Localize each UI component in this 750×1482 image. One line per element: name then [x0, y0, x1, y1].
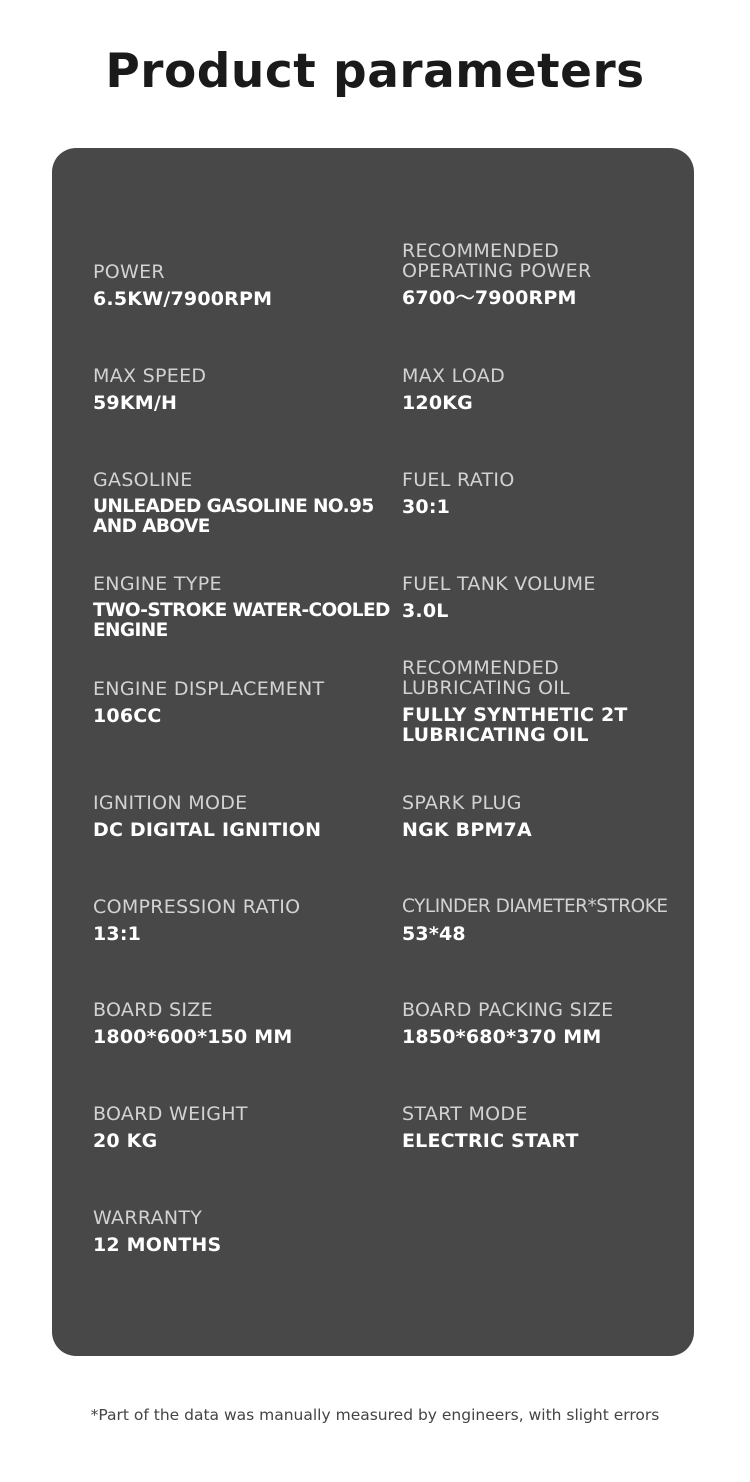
param-gasoline: [93, 470, 393, 537]
param-label: FUEL RATIO: [402, 469, 515, 491]
param-ignition-mode: [93, 793, 383, 840]
param-value: 59KM/H: [93, 392, 178, 414]
parameters-panel: [52, 148, 694, 1356]
param-warranty: [93, 1208, 383, 1255]
param-label: WARRANTY: [93, 1207, 203, 1229]
param-value: DC DIGITAL IGNITION: [93, 819, 322, 841]
page-title: Product parameters: [105, 44, 645, 99]
param-label: BOARD PACKING SIZE: [402, 999, 614, 1021]
param-fuel-tank-volume: [402, 574, 692, 621]
footnote: *Part of the data was manually measured by engineers, with slight errors: [90, 1406, 660, 1424]
param-label: ENGINE DISPLACEMENT: [93, 678, 325, 700]
param-cylinder-diameter-stroke: [402, 897, 686, 944]
param-label: START MODE: [402, 1103, 528, 1125]
param-value: 1800*600*150 MM: [93, 1026, 293, 1048]
param-value: FULLY SYNTHETIC 2T LUBRICATING OIL: [402, 704, 628, 746]
param-label: ENGINE TYPE: [93, 573, 222, 595]
param-engine-displacement: [93, 679, 383, 726]
param-max-speed: [93, 366, 383, 413]
param-engine-type: [93, 574, 393, 641]
param-label: POWER: [93, 261, 165, 283]
param-max-load: [402, 366, 692, 413]
param-compression-ratio: [93, 897, 383, 944]
param-value: 120KG: [402, 392, 473, 414]
param-fuel-ratio: [402, 470, 692, 517]
param-label: MAX LOAD: [402, 365, 506, 387]
param-board-weight: [93, 1104, 383, 1151]
param-value: 12 MONTHS: [93, 1234, 222, 1256]
param-recommended-operating-power: [402, 241, 692, 308]
param-label: GASOLINE: [93, 469, 193, 491]
param-value: 13:1: [93, 923, 142, 945]
param-power: [93, 262, 383, 309]
param-value: 30:1: [402, 496, 451, 518]
param-value: ELECTRIC START: [402, 1130, 579, 1152]
param-spark-plug: [402, 793, 692, 840]
param-value: 20 KG: [93, 1130, 158, 1152]
param-value: 6.5KW/7900RPM: [93, 288, 273, 310]
param-recommended-lubricating-oil: [402, 658, 692, 745]
param-label: MAX SPEED: [93, 365, 207, 387]
param-value: 1850*680*370 MM: [402, 1026, 602, 1048]
param-value: UNLEADED GASOLINE NO.95 AND ABOVE: [93, 496, 374, 537]
param-start-mode: [402, 1104, 692, 1151]
param-label: BOARD SIZE: [93, 999, 213, 1021]
param-value: 106CC: [93, 705, 162, 727]
param-board-packing-size: [402, 1000, 692, 1047]
param-label: CYLINDER DIAMETER*STROKE: [402, 896, 668, 917]
param-label: RECOMMENDED LUBRICATING OIL: [402, 657, 571, 699]
param-value: TWO-STROKE WATER-COOLED ENGINE: [93, 600, 390, 641]
param-label: RECOMMENDED OPERATING POWER: [402, 240, 592, 282]
param-value: NGK BPM7A: [402, 819, 532, 841]
param-label: COMPRESSION RATIO: [93, 896, 301, 918]
param-value: 53*48: [402, 923, 466, 945]
param-label: FUEL TANK VOLUME: [402, 573, 596, 595]
param-board-size: [93, 1000, 383, 1047]
param-label: SPARK PLUG: [402, 792, 522, 814]
param-label: BOARD WEIGHT: [93, 1103, 248, 1125]
param-value: 3.0L: [402, 600, 449, 622]
param-value: 6700〜7900RPM: [402, 287, 577, 309]
param-label: IGNITION MODE: [93, 792, 248, 814]
